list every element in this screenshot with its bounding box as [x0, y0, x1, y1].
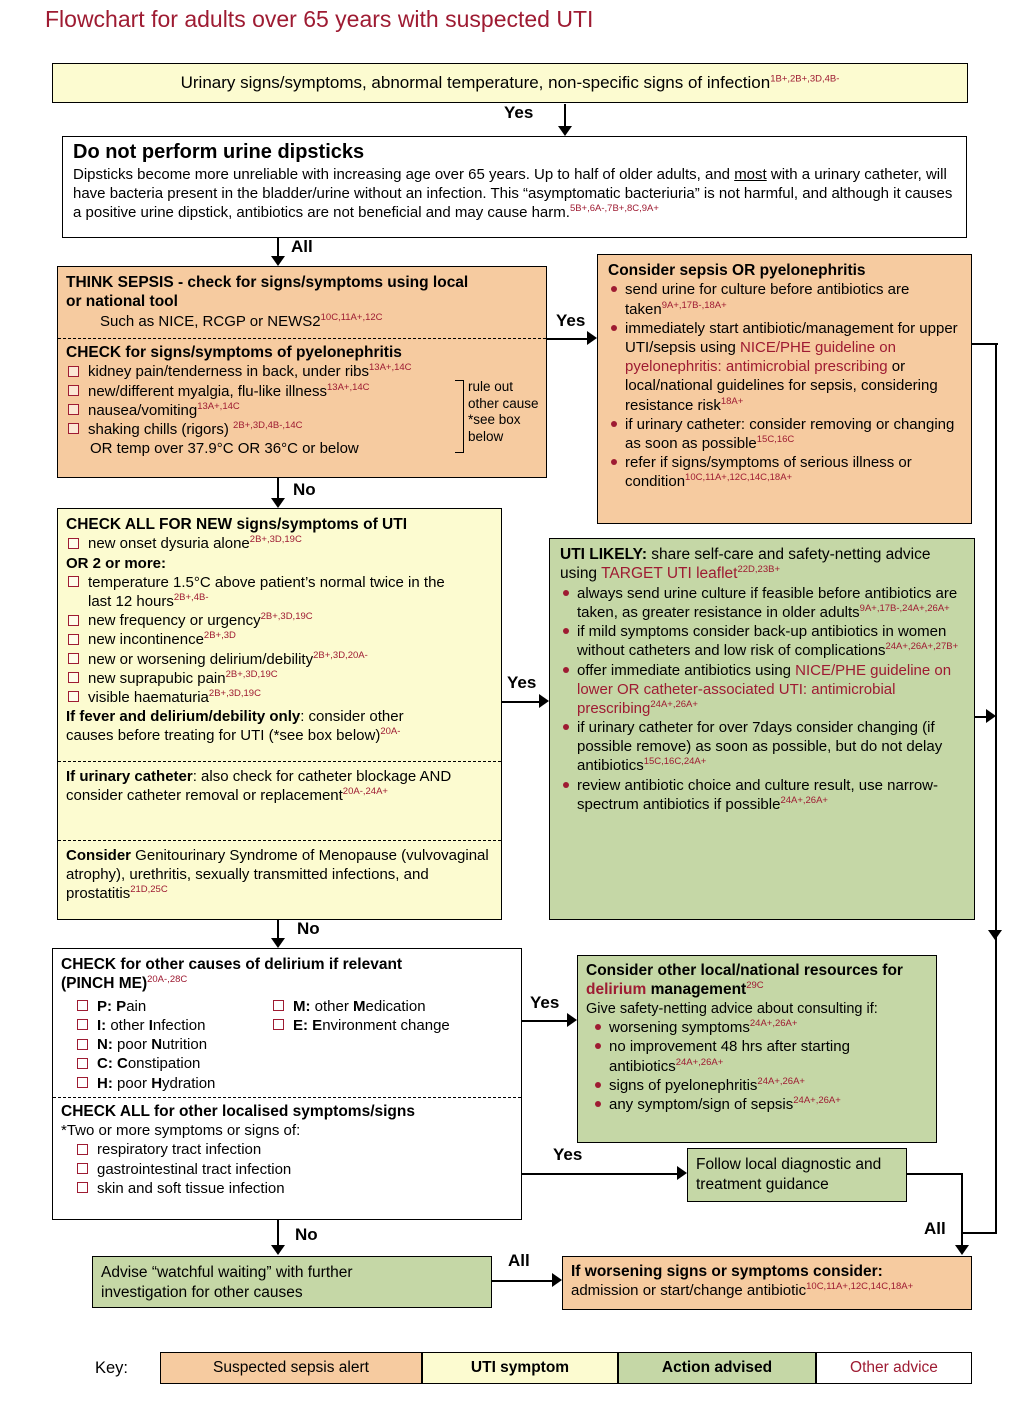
connector-line: [522, 1173, 680, 1175]
bullet-item: [560, 661, 964, 719]
item-text: any symptom/sign of sepsis$^{24A+,26A+}$: [609, 1094, 841, 1113]
item-text: no improvement 48 hrs after starting antibiotics$^{24A+,26A+}$: [609, 1038, 850, 1075]
bullet-icon: [563, 628, 569, 634]
checklist-item: [75, 997, 271, 1016]
item-text: new or worsening delirium/debility$^{2B+,3D,20A-}$: [88, 649, 368, 668]
checklist-item: [66, 362, 442, 381]
flow-label-all: All: [508, 1251, 530, 1270]
item-text: kidney pain/tenderness in back, under ribs$^{13A+,14C}$: [88, 362, 412, 381]
arrowhead-down-icon: [955, 1245, 969, 1255]
node-consider-sepsis: [597, 254, 972, 524]
item-text: skin and soft tissue infection: [97, 1179, 285, 1197]
text-line: [90, 439, 442, 458]
item-text: if urinary catheter: consider removing or changing as soon as possible$^{15C,16C}$: [625, 415, 955, 452]
checklist-item: [75, 1054, 271, 1073]
arrowhead-down-icon: [271, 256, 285, 266]
checklist-item: [66, 630, 453, 649]
item-text: offer immediate antibiotics using NICE/PHE guideline on lower OR catheter-associated UTI: antimicrobial prescribing$^{24A+,26A+}$: [577, 661, 952, 717]
connector-line: [907, 1173, 963, 1175]
pinchme-col1: [75, 997, 271, 1093]
bullet-item: [592, 1076, 928, 1095]
bullet-icon: [563, 667, 569, 673]
page-title: Flowchart for adults over 65 years with suspected UTI: [45, 6, 594, 32]
item-text: M: other Medication: [293, 997, 426, 1015]
bullet-icon: [611, 459, 617, 465]
arrowhead-right-icon: [539, 694, 549, 708]
think-sepsis-top-section: [58, 267, 546, 338]
checkbox-icon[interactable]: [68, 672, 79, 683]
checkbox-icon[interactable]: [77, 1077, 88, 1088]
checklist-item: [75, 1016, 271, 1035]
localised-symptoms-section: [53, 1098, 521, 1202]
delirium-manage-subtitle: Give safety-netting advice about consulting if:: [586, 1000, 878, 1017]
worsening-title: If worsening signs or symptoms consider:: [571, 1263, 883, 1280]
flow-label-yes: Yes: [504, 103, 534, 122]
item-text: H: poor Hydration: [97, 1074, 216, 1092]
checkbox-icon[interactable]: [68, 404, 79, 415]
checklist-item: [66, 382, 442, 401]
item-text: other cause: [468, 395, 539, 411]
rule-out-note: [468, 379, 552, 445]
arrowhead-down-icon: [988, 930, 1002, 940]
checkbox-icon[interactable]: [68, 538, 79, 549]
text-line: [468, 412, 552, 429]
item-text: review antibiotic choice and culture result, use narrow-spectrum antibiotics if possible$^{24A+,26A+}$: [577, 776, 939, 813]
checkbox-icon[interactable]: [68, 653, 79, 664]
flow-label-yes: Yes: [553, 1145, 583, 1164]
item-text: shaking chills (rigors) $^{2B+,3D,4B-,14C}$: [88, 419, 303, 438]
node-follow-local: [687, 1148, 907, 1202]
watchful-waiting-text: Advise “watchful waiting” with further investigation for other causes: [101, 1264, 353, 1301]
item-text: immediately start antibiotic/management for upper UTI/sepsis using NICE/PHE guideline on pyelonephritis: antimicrobial prescribing or local/national guidelines for sepsis, considering resistance risk$^{18A+}$: [625, 319, 958, 414]
checkbox-icon[interactable]: [68, 691, 79, 702]
checklist-item: [66, 401, 442, 420]
item-text: signs of pyelonephritis$^{24A+,26A+}$: [609, 1075, 805, 1094]
consider-sepsis-title: Consider sepsis OR pyelonephritis: [608, 262, 866, 279]
arrowhead-right-icon: [677, 1166, 687, 1180]
catheter-note: If urinary catheter: also check for catheter blockage AND consider catheter removal or replacement$^{20A-,24A+}$: [66, 768, 452, 805]
gsm-note: Consider Genitourinary Syndrome of Menopause (vulvovaginal atrophy), urethritis, sexually transmitted infections, and prostatitis$^{21D,25C}$: [66, 847, 489, 903]
uti-checklist: [66, 534, 493, 745]
bullet-icon: [595, 1082, 601, 1088]
text-line: [468, 396, 552, 413]
item-text: new incontinence$^{2B+,3D}$: [88, 630, 236, 649]
rule-out-bracket-icon: [455, 380, 464, 453]
node-uti-likely: [549, 538, 975, 920]
bullet-item: [592, 1037, 928, 1075]
item-text: gastrointestinal tract infection: [97, 1160, 292, 1178]
key-item-other-advice: [816, 1352, 972, 1384]
pinchme-section: [53, 949, 521, 1097]
checkbox-icon[interactable]: [273, 1000, 284, 1011]
key-item-uti-symptom: [422, 1352, 618, 1384]
bullet-item: [608, 415, 961, 453]
checklist-item: [75, 1179, 513, 1198]
checklist-item: [75, 1140, 513, 1159]
connector-line: [492, 1280, 555, 1282]
item-text: new suprapubic pain$^{2B+,3D,19C}$: [88, 668, 278, 687]
flow-label-yes: Yes: [556, 311, 586, 330]
item-text: always send urine culture if feasible before antibiotics are taken, as greater resistance in older adults$^{9A+,17B-,24A+,26A+}$: [577, 584, 958, 621]
bullet-icon: [595, 1043, 601, 1049]
checkbox-icon[interactable]: [68, 385, 79, 396]
flow-label-yes: Yes: [507, 673, 537, 692]
bullet-item: [608, 280, 961, 318]
flow-label-yes: Yes: [530, 993, 560, 1012]
bullet-icon: [563, 724, 569, 730]
node-worsening: [562, 1256, 972, 1310]
arrowhead-down-icon: [271, 938, 285, 948]
item-text: E: Environment change: [293, 1016, 450, 1034]
checklist-item: [66, 534, 453, 553]
bullet-item: [560, 622, 964, 660]
node-dipsticks: [62, 136, 967, 238]
text-line: [468, 429, 552, 446]
item-text: *see box: [468, 412, 521, 428]
arrowhead-right-icon: [567, 1013, 577, 1027]
item-text: rule out: [468, 379, 514, 394]
follow-local-text: Follow local diagnostic and treatment guidance: [696, 1156, 882, 1193]
uti-check-section: [58, 509, 501, 761]
uti-likely-title: UTI LIKELY: share self-care and safety-netting advice using TARGET UTI leaflet$^{22D,23B+}$: [560, 546, 931, 583]
item-text: N: poor Nutrition: [97, 1036, 208, 1054]
node-delirium-manage: [577, 955, 937, 1143]
arrowhead-right-icon: [587, 331, 597, 345]
checkbox-icon[interactable]: [68, 366, 79, 377]
gsm-section: [58, 841, 501, 908]
key-item-uti-label: UTI symptom: [470, 1359, 570, 1376]
node-uti-check: [57, 508, 502, 920]
key-item-sepsis-label: Suspected sepsis alert: [213, 1359, 369, 1376]
connector-line: [277, 1220, 279, 1247]
item-text: send urine for culture before antibiotics are taken$^{9A+,17B-,18A+}$: [625, 281, 910, 318]
bullet-item: [608, 453, 961, 491]
item-text: nausea/vomiting$^{13A+,14C}$: [88, 400, 240, 419]
checklist-item: [66, 573, 453, 611]
connector-line: [564, 104, 566, 128]
arrowhead-down-icon: [558, 126, 572, 136]
connector-line: [961, 1173, 963, 1247]
item-text: If fever and delirium/debility only: consider other causes before treating for UTI (*see box below)$^{20A-}$: [66, 708, 404, 745]
item-text: P: Pain: [97, 997, 147, 1015]
connector-rail: [995, 343, 997, 1234]
node-delirium-check: [52, 948, 522, 1220]
key-label: Key:: [95, 1359, 129, 1377]
text-line: [66, 707, 453, 745]
flow-label-all: All: [291, 237, 313, 256]
checkbox-icon[interactable]: [77, 1058, 88, 1069]
dipsticks-title: Do not perform urine dipsticks: [73, 141, 365, 163]
checkbox-icon[interactable]: [77, 1000, 88, 1011]
checkbox-icon[interactable]: [77, 1144, 88, 1155]
checklist-item: [75, 1035, 271, 1054]
uti-check-title: CHECK ALL FOR NEW signs/symptoms of UTI: [66, 516, 408, 533]
item-text: C: Constipation: [97, 1055, 201, 1073]
key-item-other-label: Other advice: [850, 1359, 938, 1376]
connector-line: [547, 338, 589, 340]
delirium-manage-title: Consider other local/national resources for delirium management$^{29C}$: [586, 962, 903, 999]
bullet-icon: [595, 1101, 601, 1107]
item-text: if mild symptoms consider back-up antibiotics in women without catheters and low risk of complications$^{24A+,26A+,27B+}$: [577, 623, 959, 660]
flow-label-no: No: [295, 1225, 318, 1244]
checkbox-icon[interactable]: [68, 423, 79, 434]
checklist-item: [271, 1016, 513, 1035]
checkbox-icon[interactable]: [77, 1039, 88, 1050]
connector-line: [522, 1020, 570, 1022]
arrowhead-down-icon: [271, 498, 285, 508]
think-sepsis-title: THINK SEPSIS - check for signs/symptoms using local or national tool: [66, 274, 469, 311]
item-text: respiratory tract infection: [97, 1141, 262, 1159]
item-text: refer if signs/symptoms of serious illness or condition$^{10C,11A+,12C,14C,18A+}$: [625, 454, 912, 491]
catheter-section: [58, 762, 501, 840]
item-text: below: [468, 428, 504, 444]
item-text: visible haematuria$^{2B+,3D,19C}$: [88, 687, 261, 706]
key-item-action-advised: [618, 1352, 816, 1384]
checkbox-icon[interactable]: [77, 1019, 88, 1030]
item-text: new onset dysuria alone$^{2B+,3D,19C}$: [88, 534, 302, 553]
two-or-more-note: *Two or more symptoms or signs of:: [61, 1122, 301, 1140]
bullet-icon: [611, 325, 617, 331]
uti-likely-bullets: [560, 584, 964, 814]
item-text: worsening symptoms$^{24A+,26A+}$: [609, 1018, 798, 1037]
dipsticks-body: Dipsticks become more unreliable with increasing age over 65 years. Up to half of older adults, and most with a urinary catheter, will have bacteria present in the bladder/urine without an infection. This “asymptomatic bacteriuria” is not harmful, and although it causes a positive urine dipstick, antibiotics are not beneficial and may cause harm.$^{5B+,6A-,7B+,8C,9A+}$: [73, 166, 953, 222]
connector-line: [277, 238, 279, 258]
bullet-icon: [611, 421, 617, 427]
bullet-item: [560, 718, 964, 776]
bullet-icon: [563, 782, 569, 788]
node-start-banner: [52, 63, 968, 103]
key-item-action-label: Action advised: [661, 1359, 773, 1376]
node-think-sepsis: [57, 266, 547, 478]
localised-symptoms-title: CHECK ALL for other localised symptoms/signs: [61, 1103, 415, 1120]
checklist-item: [66, 420, 442, 439]
think-sepsis-subtitle: Such as NICE, RCGP or $NEWS2^{10C,11A+,12C}$: [100, 311, 383, 330]
worsening-action: admission or start/change antibiotic$^{10C,11A+,12C,14C,18A+}$: [571, 1281, 914, 1300]
connector-line: [502, 701, 542, 703]
checkbox-icon[interactable]: [273, 1019, 284, 1030]
flow-label-no: No: [297, 919, 320, 938]
checkbox-icon[interactable]: [68, 615, 79, 626]
item-text: if urinary catheter for over 7days consider changing (if possible remove) as soon as possible, but do not delay antibiotics$^{15C,16C,24A+}$: [577, 719, 943, 775]
delirium-manage-bullets: [592, 1018, 928, 1114]
pyelonephritis-check-title: CHECK for signs/symptoms of pyelonephritis: [66, 344, 402, 361]
checkbox-icon[interactable]: [68, 576, 79, 587]
checklist-item: [271, 997, 513, 1016]
connector-line: [277, 920, 279, 940]
arrowhead-down-icon: [271, 1245, 285, 1255]
bullet-icon: [563, 590, 569, 596]
bullet-item: [592, 1018, 928, 1037]
checklist-item: [75, 1160, 513, 1179]
pinchme-title: CHECK for other causes of delirium if relevant (PINCH ME)$^{20A-,28C}$: [61, 956, 403, 993]
checklist-item: [66, 669, 453, 688]
item-text: new frequency or urgency$^{2B+,3D,19C}$: [88, 611, 313, 630]
bullet-item: [592, 1095, 928, 1114]
key-item-sepsis-alert: [160, 1352, 422, 1384]
bullet-icon: [595, 1024, 601, 1030]
checkbox-icon[interactable]: [77, 1182, 88, 1193]
consider-sepsis-bullets: [608, 280, 961, 491]
localised-symptoms-checklist: [75, 1140, 513, 1198]
pinchme-col2: [271, 997, 513, 1093]
bullet-item: [560, 776, 964, 814]
item-text: temperature 1.5°C above patient’s normal twice in the last 12 hours$^{2B+,4B-}$: [88, 573, 445, 610]
item-text: new/different myalgia, flu-like illness$^{13A+,14C}$: [88, 381, 370, 400]
bullet-icon: [611, 286, 617, 292]
node-watchful-waiting: [92, 1256, 492, 1308]
checkbox-icon[interactable]: [68, 634, 79, 645]
pinchme-columns: [61, 997, 513, 1093]
connector-line: [277, 478, 279, 500]
checkbox-icon[interactable]: [77, 1163, 88, 1174]
flow-label-all: All: [924, 1219, 946, 1238]
checklist-item: [75, 1074, 271, 1093]
checklist-item: [66, 650, 453, 669]
connector-line: [962, 1232, 997, 1234]
bullet-item: [608, 319, 961, 415]
text-line: [66, 554, 453, 573]
text-line: [468, 379, 552, 396]
checklist-item: [66, 611, 453, 630]
item-text: I: other Infection: [97, 1016, 206, 1034]
item-text: OR temp over 37.9°C OR 36°C or below: [90, 440, 359, 458]
item-text: OR 2 or more:: [66, 554, 167, 572]
arrowhead-right-icon: [552, 1273, 562, 1287]
bullet-item: [560, 584, 964, 622]
flow-label-no: No: [293, 480, 316, 499]
arrowhead-right-icon: [986, 709, 996, 723]
start-banner-text: Urinary signs/symptoms, abnormal temperature, non-specific signs of infection$^{1B+,2B+,3D,4B-}$: [180, 73, 840, 92]
checklist-item: [66, 688, 453, 707]
